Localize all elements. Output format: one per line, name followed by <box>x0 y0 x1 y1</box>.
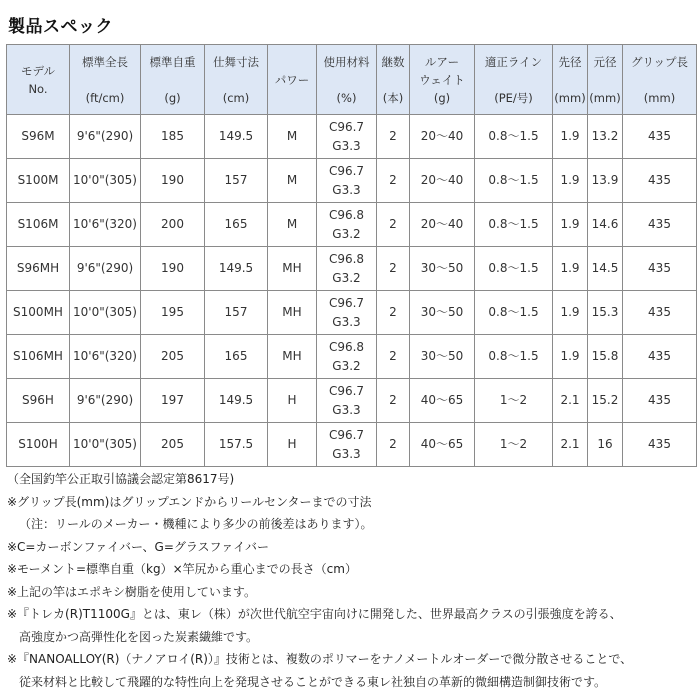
cell-tip: 1.9 <box>553 247 588 291</box>
cell-line: 0.8～1.5 <box>475 115 553 159</box>
material-line: G3.2 <box>332 358 361 373</box>
cell-lure: 20～40 <box>410 115 475 159</box>
cell-pieces: 2 <box>377 203 410 247</box>
cell-line: 0.8～1.5 <box>475 203 553 247</box>
column-header-line: 仕舞寸法 <box>213 54 259 69</box>
column-header-line: (%) <box>336 90 357 105</box>
cell-weight: 190 <box>141 247 205 291</box>
column-header-line: モデル <box>21 63 55 78</box>
column-header <box>588 45 623 115</box>
table-row <box>7 203 697 247</box>
cell-lure: 40～65 <box>410 379 475 423</box>
cell-grip: 435 <box>623 291 697 335</box>
material-line: G3.3 <box>332 446 361 461</box>
column-header-line <box>553 71 587 89</box>
column-header-line <box>623 71 696 89</box>
cell-closed: 157 <box>205 159 268 203</box>
column-header-line: No. <box>28 81 48 96</box>
cell-butt: 14.6 <box>588 203 623 247</box>
note-line: ※C=カーボンファイバー、G=グラスファイバー <box>7 539 270 554</box>
column-header-line <box>70 71 140 89</box>
cell-power: MH <box>268 291 317 335</box>
cell-length: 10'0"(305) <box>70 423 141 467</box>
cell-line: 0.8～1.5 <box>475 335 553 379</box>
cell-line: 1～2 <box>475 379 553 423</box>
material-line: C96.7 <box>328 295 365 310</box>
column-header-line: ルアー <box>424 54 460 69</box>
cell-lure: 30～50 <box>410 247 475 291</box>
table-row <box>7 335 697 379</box>
cell-weight: 190 <box>141 159 205 203</box>
column-header-line: グリップ長 <box>630 54 689 69</box>
cell-model: S96MH <box>7 247 70 291</box>
column-header <box>623 45 697 115</box>
cell-length: 9'6"(290) <box>70 115 141 159</box>
column-header <box>377 45 410 115</box>
cell-material <box>317 291 377 335</box>
column-header-line <box>205 71 267 89</box>
spec-table <box>6 44 697 467</box>
column-header-line: 標準全長 <box>82 54 128 69</box>
cell-material <box>317 423 377 467</box>
column-header-line: 先径 <box>558 54 582 69</box>
column-header <box>475 45 553 115</box>
cell-closed: 157 <box>205 291 268 335</box>
table-row <box>7 423 697 467</box>
column-header-line: (PE/号) <box>494 90 533 105</box>
cell-pieces: 2 <box>377 335 410 379</box>
cell-butt: 15.8 <box>588 335 623 379</box>
note-line: （注：リールのメーカー・機種により多少の前後差はあります）。 <box>19 517 373 531</box>
cell-butt: 15.2 <box>588 379 623 423</box>
cell-weight: 197 <box>141 379 205 423</box>
cell-grip: 435 <box>623 379 697 423</box>
column-header-line: パワー <box>274 72 310 87</box>
cell-closed: 149.5 <box>205 115 268 159</box>
cell-model: S100H <box>7 423 70 467</box>
cell-material <box>317 335 377 379</box>
column-header-line: 継数 <box>381 54 405 69</box>
cell-butt: 13.2 <box>588 115 623 159</box>
material-line: C96.7 <box>328 383 365 398</box>
cell-power: M <box>268 203 317 247</box>
column-header-line <box>588 71 622 89</box>
cell-power: MH <box>268 247 317 291</box>
cell-pieces: 2 <box>377 379 410 423</box>
cell-butt: 14.5 <box>588 247 623 291</box>
column-header <box>7 45 70 115</box>
cell-model: S96M <box>7 115 70 159</box>
cell-grip: 435 <box>623 159 697 203</box>
material-line: G3.3 <box>332 402 361 417</box>
material-line: G3.2 <box>332 270 361 285</box>
table-body <box>7 115 697 467</box>
page-title: 製品スペック <box>8 17 113 37</box>
cell-grip: 435 <box>623 423 697 467</box>
notes-section <box>7 468 697 693</box>
cell-butt: 13.9 <box>588 159 623 203</box>
column-header-line: 使用材料 <box>323 54 370 69</box>
cell-material <box>317 379 377 423</box>
column-header <box>268 45 317 115</box>
cell-closed: 149.5 <box>205 247 268 291</box>
column-header <box>317 45 377 115</box>
column-header-line: ウェイト <box>419 72 465 87</box>
cell-pieces: 2 <box>377 247 410 291</box>
cell-closed: 149.5 <box>205 379 268 423</box>
cell-model: S100MH <box>7 291 70 335</box>
cell-grip: 435 <box>623 203 697 247</box>
cell-tip: 1.9 <box>553 115 588 159</box>
column-header-line: (g) <box>164 90 181 105</box>
cell-weight: 205 <box>141 335 205 379</box>
cell-length: 9'6"(290) <box>70 379 141 423</box>
table-row <box>7 379 697 423</box>
table-row <box>7 291 697 335</box>
column-header-line: (ft/cm) <box>85 90 125 105</box>
column-header <box>70 45 141 115</box>
material-line: C96.8 <box>328 339 365 354</box>
column-header <box>410 45 475 115</box>
column-header-line: 標準自重 <box>149 54 196 69</box>
cell-pieces: 2 <box>377 291 410 335</box>
cell-material <box>317 115 377 159</box>
column-header-line: (本) <box>382 90 404 105</box>
cell-weight: 185 <box>141 115 205 159</box>
cell-closed: 165 <box>205 203 268 247</box>
column-header <box>205 45 268 115</box>
cell-power: MH <box>268 335 317 379</box>
cell-tip: 1.9 <box>553 159 588 203</box>
cell-power: H <box>268 423 317 467</box>
cell-grip: 435 <box>623 335 697 379</box>
note-line: ※『NANOALLOY(R)（ナノアロイ(R)）』技術とは、複数のポリマーをナノメートルオーダーで微分散させることで、 <box>7 652 633 666</box>
cell-lure: 30～50 <box>410 335 475 379</box>
cell-grip: 435 <box>623 247 697 291</box>
material-line: C96.8 <box>328 251 365 266</box>
cell-pieces: 2 <box>377 159 410 203</box>
cell-lure: 30～50 <box>410 291 475 335</box>
material-line: G3.3 <box>332 314 361 329</box>
cell-length: 10'0"(305) <box>70 291 141 335</box>
cell-grip: 435 <box>623 115 697 159</box>
column-header <box>141 45 205 115</box>
cell-model: S106M <box>7 203 70 247</box>
table-row <box>7 159 697 203</box>
cell-lure: 20～40 <box>410 159 475 203</box>
material-line: C96.8 <box>328 207 365 222</box>
column-header-line <box>475 71 552 89</box>
cell-tip: 1.9 <box>553 291 588 335</box>
cell-butt: 16 <box>588 423 623 467</box>
column-header-line: (mm) <box>554 90 586 105</box>
cell-length: 10'6"(320) <box>70 335 141 379</box>
column-header-line: 適正ライン <box>484 54 543 69</box>
cell-length: 10'0"(305) <box>70 159 141 203</box>
note-line: （全国釣竿公正取引協議会認定第8617号) <box>7 472 235 486</box>
note-line: ※モーメント=標準自重（kg）×竿尻から重心までの長さ（cm） <box>7 562 357 576</box>
cell-material <box>317 159 377 203</box>
column-header-line <box>141 71 204 89</box>
column-header <box>553 45 588 115</box>
note-line: 従来材料と比較して飛躍的な特性向上を発現させることができる東レ社独自の革新的微細構造制御技術です。 <box>19 674 607 689</box>
cell-power: M <box>268 115 317 159</box>
cell-model: S100M <box>7 159 70 203</box>
table-row <box>7 247 697 291</box>
table-row <box>7 115 697 159</box>
column-header-line <box>317 71 376 89</box>
cell-material <box>317 203 377 247</box>
cell-model: S96H <box>7 379 70 423</box>
column-header-line: (g) <box>433 90 451 105</box>
cell-pieces: 2 <box>377 115 410 159</box>
column-header-line: (mm) <box>589 90 621 105</box>
cell-line: 0.8～1.5 <box>475 159 553 203</box>
cell-tip: 2.1 <box>553 423 588 467</box>
cell-weight: 205 <box>141 423 205 467</box>
note-line: ※グリップ長(mm)はグリップエンドからリールセンターまでの寸法 <box>7 494 372 509</box>
column-header-line: (mm) <box>643 90 676 105</box>
note-line: 高強度かつ高弾性化を図った炭素繊維です。 <box>19 629 259 644</box>
column-header-line: 元径 <box>593 54 617 69</box>
cell-tip: 1.9 <box>553 335 588 379</box>
cell-material <box>317 247 377 291</box>
cell-pieces: 2 <box>377 423 410 467</box>
cell-closed: 157.5 <box>205 423 268 467</box>
cell-butt: 15.3 <box>588 291 623 335</box>
cell-line: 0.8～1.5 <box>475 247 553 291</box>
cell-length: 9'6"(290) <box>70 247 141 291</box>
note-line: ※上記の竿はエポキシ樹脂を使用しています。 <box>7 584 256 599</box>
cell-lure: 20～40 <box>410 203 475 247</box>
table-header-row <box>7 45 697 115</box>
material-line: C96.7 <box>328 163 365 178</box>
material-line: G3.2 <box>332 226 361 241</box>
cell-lure: 40～65 <box>410 423 475 467</box>
material-line: G3.3 <box>332 182 361 197</box>
cell-line: 0.8～1.5 <box>475 291 553 335</box>
cell-tip: 2.1 <box>553 379 588 423</box>
cell-line: 1～2 <box>475 423 553 467</box>
cell-tip: 1.9 <box>553 203 588 247</box>
cell-weight: 195 <box>141 291 205 335</box>
cell-model: S106MH <box>7 335 70 379</box>
cell-power: H <box>268 379 317 423</box>
cell-length: 10'6"(320) <box>70 203 141 247</box>
cell-closed: 165 <box>205 335 268 379</box>
cell-weight: 200 <box>141 203 205 247</box>
material-line: C96.7 <box>328 119 365 134</box>
note-line: ※『トレカ(R)T1100G』とは、東レ（株）が次世代航空宇宙向けに開発した、世界最高クラスの引張強度を誇る、 <box>7 607 622 621</box>
cell-power: M <box>268 159 317 203</box>
column-header-line <box>377 71 409 89</box>
material-line: C96.7 <box>328 427 365 442</box>
column-header-line: (cm) <box>222 90 250 105</box>
material-line: G3.3 <box>332 138 361 153</box>
